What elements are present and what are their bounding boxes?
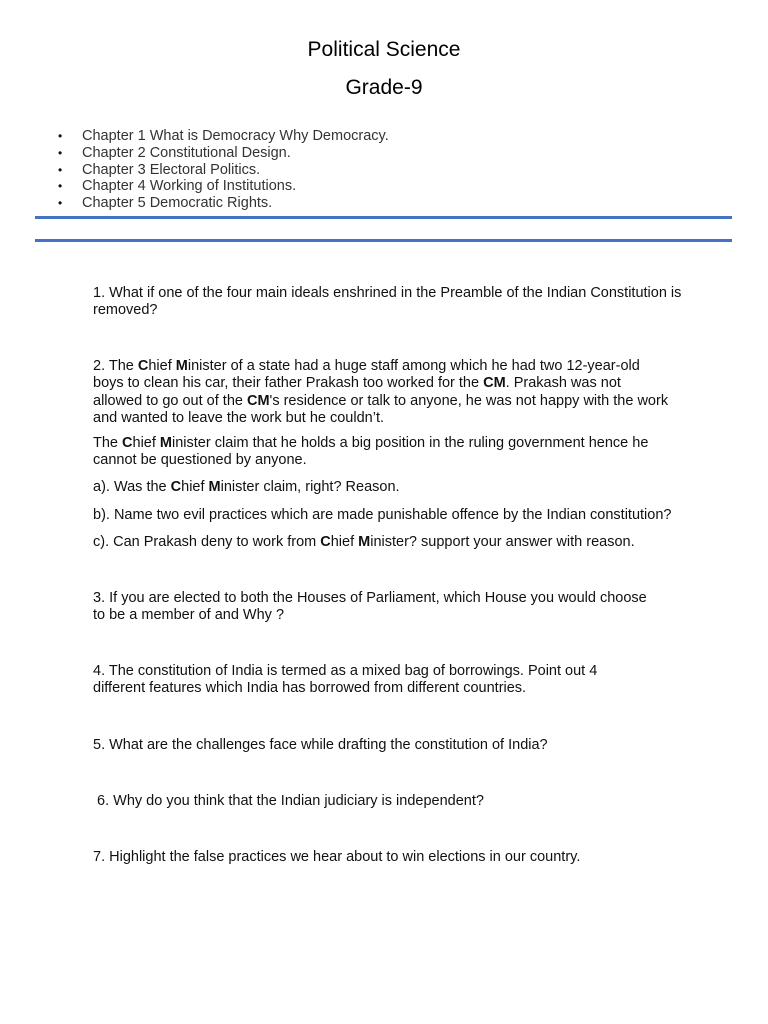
chapter-item: • Chapter 5 Democratic Rights.	[58, 195, 273, 212]
question-5-text: 5. What are the challenges face while drafting the constitution of India?	[93, 737, 548, 753]
page-subtitle: Grade-9	[345, 76, 423, 99]
question-1	[93, 285, 723, 320]
page-title: Political Science	[307, 38, 461, 61]
bullet-icon: •	[58, 196, 63, 211]
chapter-list	[58, 128, 389, 212]
question-4	[93, 663, 653, 698]
divider-bottom	[35, 239, 732, 242]
question-6	[93, 793, 723, 810]
divider-top	[35, 216, 732, 219]
question-2-claim-text: The Chief Minister claim that he holds a big position in the ruling government hence he cannot be questioned by anyone.	[93, 435, 649, 469]
question-3	[93, 590, 653, 625]
bullet-icon: •	[58, 179, 63, 194]
question-5	[93, 737, 723, 754]
question-2a: a). Was the Chief Minister claim, right? Reason.	[93, 479, 400, 495]
question-3-text: 3. If you are elected to both the Houses of Parliament, which House you would choose to be a member of and Why ?	[93, 590, 647, 624]
chapter-item: • Chapter 4 Working of Institutions.	[58, 178, 297, 195]
question-7	[93, 849, 723, 866]
question-2-claim	[93, 435, 673, 470]
chapter-item: • Chapter 1 What is Democracy Why Democracy.	[58, 128, 389, 144]
bullet-icon: •	[58, 145, 63, 160]
question-6-text: 6. Why do you think that the Indian judiciary is independent?	[93, 793, 484, 809]
question-7-text: 7. Highlight the false practices we hear about to win elections in our country.	[93, 849, 581, 865]
question-2	[93, 358, 671, 427]
bullet-icon: •	[58, 129, 63, 143]
question-1-text: 1. What if one of the four main ideals enshrined in the Preamble of the Indian Constitution is removed?	[93, 285, 682, 319]
question-2-scenario: 2. The Chief Minister of a state had a huge staff among which he had two 12-year-old boys to clean his car, their father Prakash too worked for the CM. Prakash was not allowed to go out of the CM's residence or talk to anyone, he was not happy with the work and wanted to leave the work but he couldn’t.	[93, 358, 669, 426]
chapter-item: • Chapter 3 Electoral Politics.	[58, 161, 261, 178]
question-4-text: 4. The constitution of India is termed as a mixed bag of borrowings. Point out 4 different features which India has borrowed from different countries.	[93, 663, 598, 697]
bullet-icon: •	[58, 162, 63, 177]
question-2b: b). Name two evil practices which are made punishable offence by the Indian constitution?	[93, 507, 672, 523]
chapter-item: • Chapter 2 Constitutional Design.	[58, 144, 291, 161]
question-2c: c). Can Prakash deny to work from Chief Minister? support your answer with reason.	[93, 534, 635, 550]
